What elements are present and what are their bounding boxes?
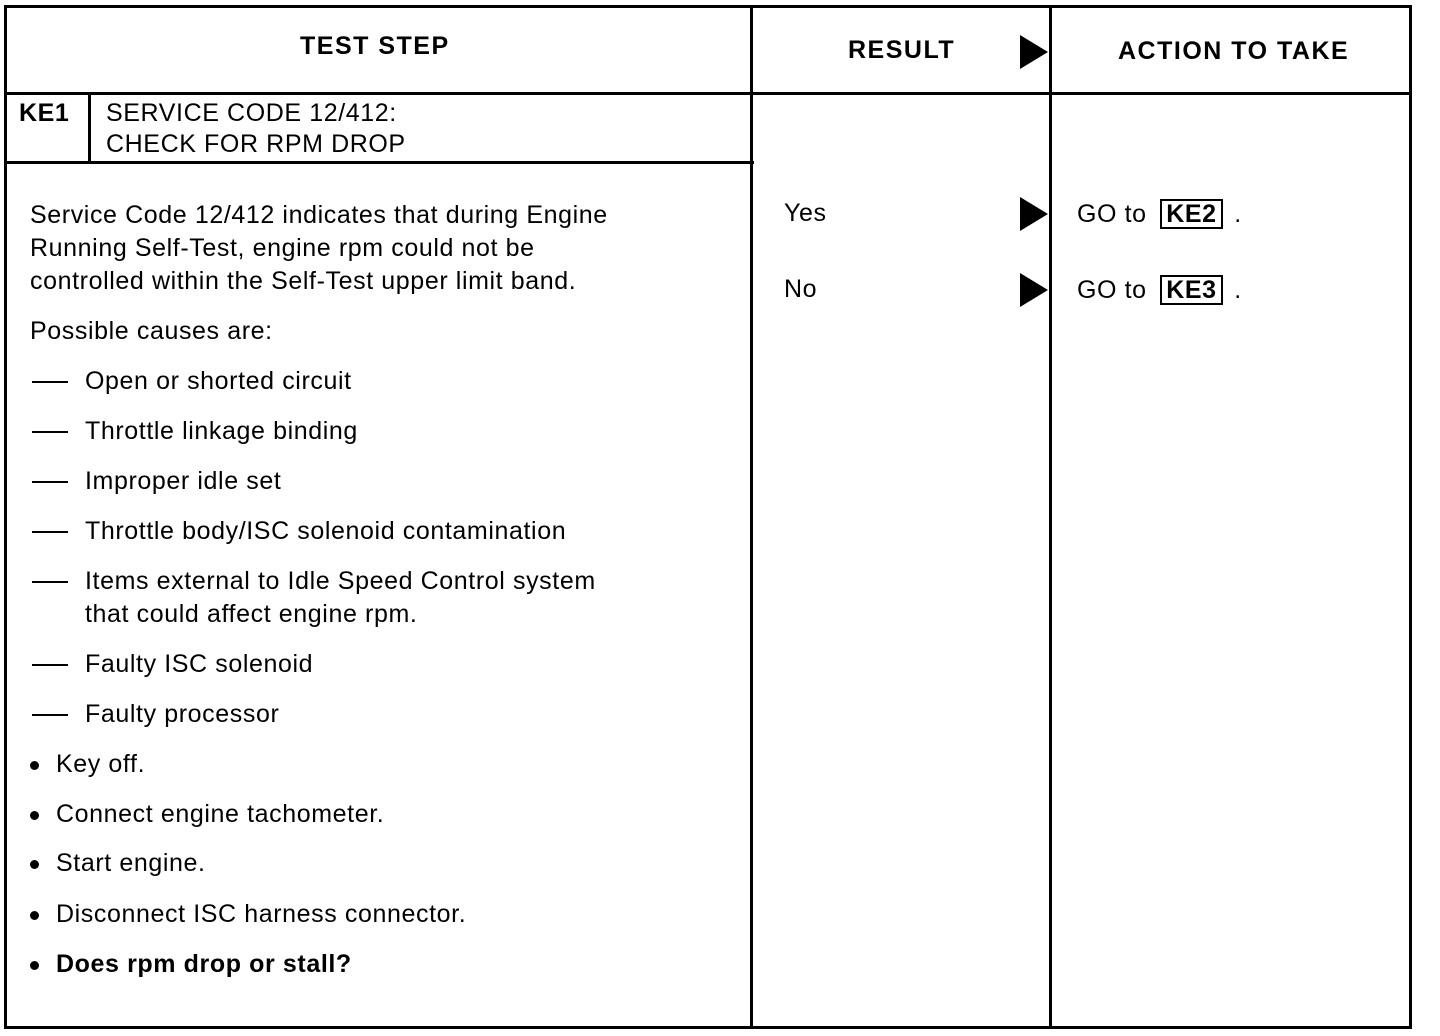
action-suffix: . (1234, 276, 1242, 304)
procedure-step: Start engine. (56, 849, 206, 877)
question: Does rpm drop or stall? (56, 950, 352, 978)
dash-icon (32, 381, 68, 383)
header-action: ACTION TO TAKE (1118, 37, 1350, 65)
procedure-step: Connect engine tachometer. (56, 800, 385, 828)
result-no: No (784, 275, 818, 303)
result-arrow-icon (1020, 197, 1048, 231)
action-prefix: GO to (1077, 276, 1147, 304)
header-test-step: TEST STEP (300, 32, 450, 60)
cause-item: Throttle body/ISC solenoid contamination (85, 517, 567, 545)
result-arrow-icon (1020, 273, 1048, 307)
cause-item: Throttle linkage binding (85, 417, 358, 445)
action-suffix: . (1234, 200, 1242, 228)
procedure-step: Disconnect ISC harness connector. (56, 900, 467, 928)
dash-icon (32, 481, 68, 483)
cause-item: Open or shorted circuit (85, 367, 352, 395)
step-title-line2: CHECK FOR RPM DROP (106, 130, 406, 158)
bullet-icon (30, 761, 39, 770)
action-prefix: GO to (1077, 200, 1147, 228)
step-id: KE1 (19, 99, 70, 127)
step-reference-ke2[interactable]: KE2 (1160, 199, 1222, 229)
bullet-icon (30, 961, 39, 970)
dash-icon (32, 581, 68, 583)
dash-icon (32, 431, 68, 433)
bullet-icon (30, 811, 39, 820)
description-line1: Service Code 12/412 indicates that during Engine (30, 201, 608, 229)
bullet-icon (30, 860, 39, 869)
description-line2: Running Self-Test, engine rpm could not be (30, 234, 535, 262)
bullet-icon (30, 911, 39, 920)
header-result: RESULT (848, 36, 956, 64)
cause-item: Faulty processor (85, 700, 280, 728)
dash-icon (32, 531, 68, 533)
cause-item: Items external to Idle Speed Control system (85, 567, 596, 595)
step-title-line1: SERVICE CODE 12/412: (106, 99, 397, 127)
action-yes (1077, 198, 1242, 231)
dash-icon (32, 664, 68, 666)
procedure-step: Key off. (56, 750, 146, 778)
cause-item-continuation: that could affect engine rpm. (85, 600, 418, 628)
cause-item: Faulty ISC solenoid (85, 650, 314, 678)
causes-intro: Possible causes are: (30, 317, 273, 345)
step-reference-ke3[interactable]: KE3 (1160, 275, 1222, 305)
action-no (1077, 274, 1242, 307)
description-line3: controlled within the Self-Test upper limit band. (30, 267, 577, 295)
header-arrow-icon (1020, 35, 1048, 69)
dash-icon (32, 714, 68, 716)
cause-item: Improper idle set (85, 467, 282, 495)
result-yes: Yes (784, 199, 827, 227)
